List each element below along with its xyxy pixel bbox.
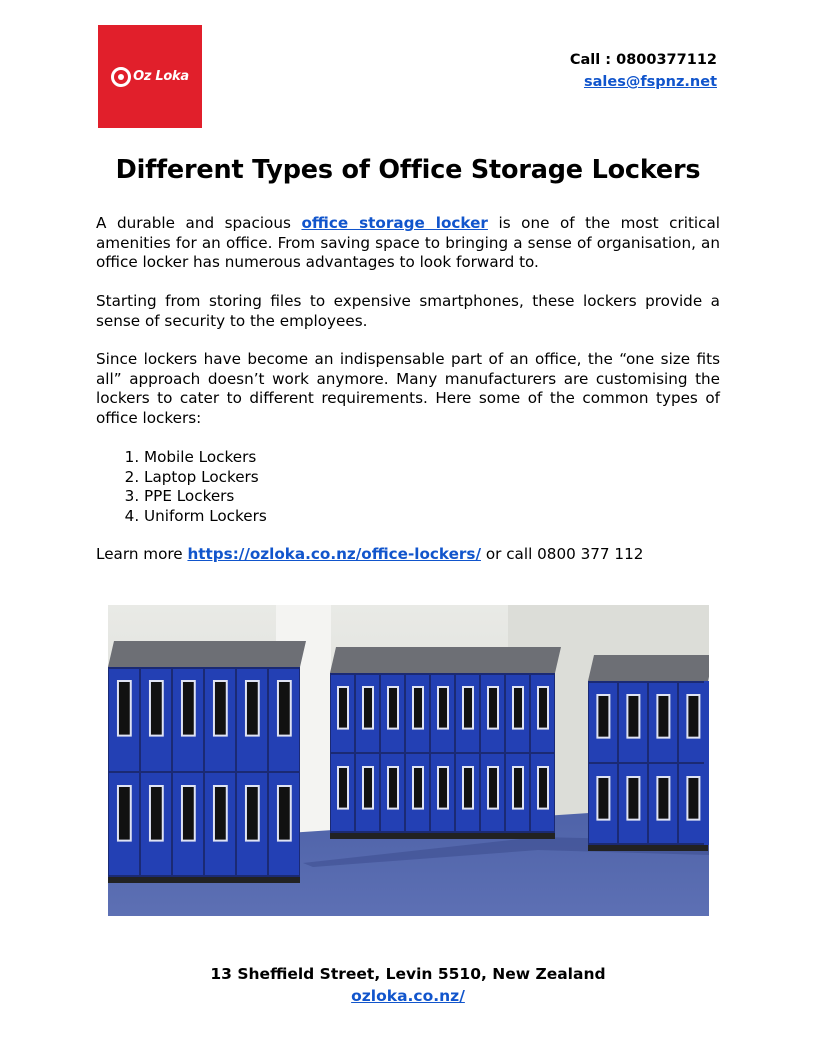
footer-address: 13 Sheffield Street, Levin 5510, New Zealand bbox=[210, 965, 606, 983]
list-item: 1. Mobile Lockers bbox=[144, 448, 267, 468]
footer bbox=[0, 963, 816, 1007]
call-text: or call 0800 377 112 bbox=[481, 545, 644, 563]
list-item: 2. Laptop Lockers bbox=[144, 468, 267, 488]
contact-info bbox=[570, 49, 717, 93]
office-lockers-url-link[interactable]: https://ozloka.co.nz/office-lockers/ bbox=[187, 545, 481, 563]
learn-more-text: Learn more bbox=[96, 545, 188, 563]
learn-more-line bbox=[96, 545, 643, 565]
page-title: Different Types of Office Storage Lockers bbox=[115, 155, 701, 185]
office-storage-locker-link[interactable]: office storage locker bbox=[301, 214, 488, 232]
locker-types-list bbox=[96, 448, 267, 526]
lockers-illustration bbox=[108, 605, 709, 916]
intro-text-start: A durable and spacious bbox=[96, 214, 302, 232]
paragraph-intro bbox=[96, 214, 720, 273]
company-logo bbox=[98, 25, 202, 128]
intro-text-end: is one of the most critical amenities for an office. From saving space to bringing a sense of organisation, an office locker has numerous advantages to look forward to. bbox=[96, 214, 720, 271]
website-link[interactable]: ozloka.co.nz/ bbox=[351, 987, 465, 1005]
list-item: 3. PPE Lockers bbox=[144, 487, 267, 507]
paragraph-security: Starting from storing files to expensive smartphones, these lockers provide a sense of security to the employees. bbox=[96, 292, 720, 330]
paragraph-types: Since lockers have become an indispensable part of an office, the “one size fits all” approach doesn’t work anymore. Many manufacturers are customising the lockers to cater to different requirements. Here some of the common types of office lockers: bbox=[96, 350, 720, 427]
call-number: Call : 0800377112 bbox=[569, 52, 717, 68]
email-link[interactable]: sales@fspnz.net bbox=[583, 74, 717, 90]
list-item: 4. Uniform Lockers bbox=[144, 507, 267, 527]
logo-mark-icon bbox=[111, 67, 131, 87]
lockers-photo bbox=[108, 605, 709, 916]
logo-text: Oz Loka bbox=[133, 69, 189, 84]
